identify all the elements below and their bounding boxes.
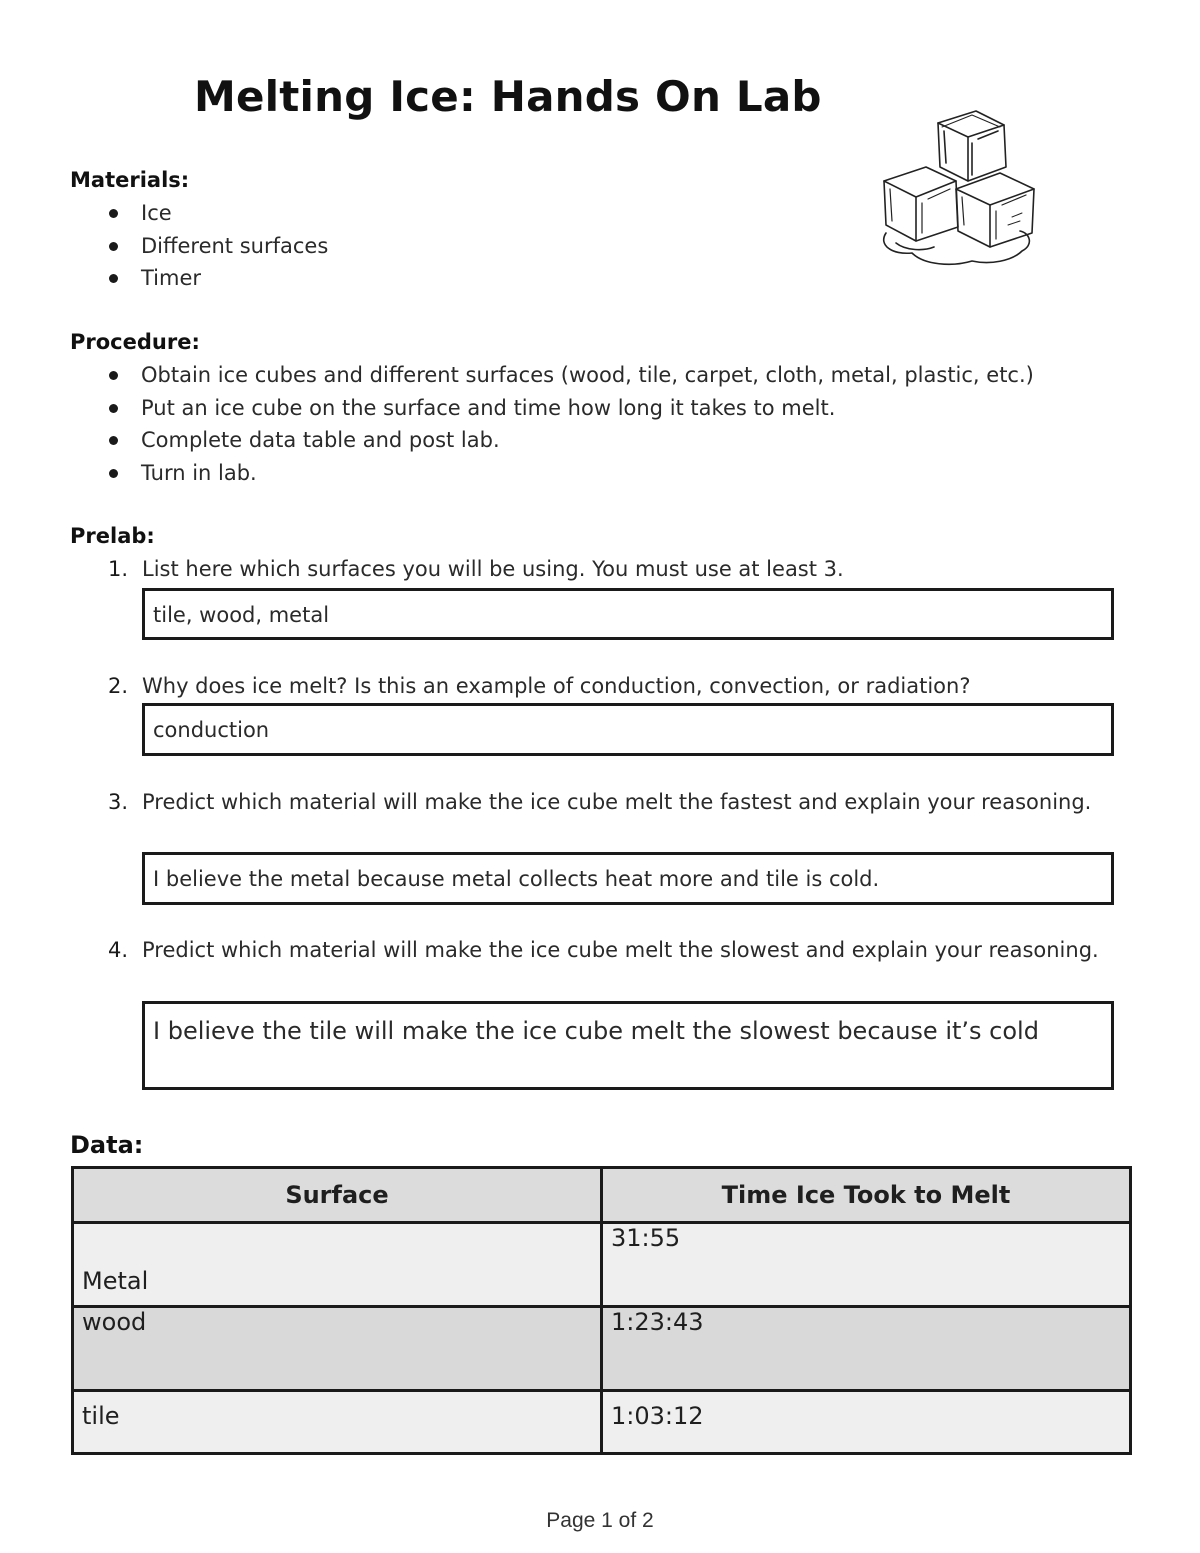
question-number: 1. <box>107 557 128 581</box>
question-number: 4. <box>107 938 128 962</box>
time-value: 1:23:43 <box>611 1308 704 1336</box>
prelab-question-4 <box>100 934 1140 967</box>
column-header-surface: Surface <box>73 1168 602 1223</box>
list-item: Turn in lab. <box>108 457 1034 490</box>
materials-list <box>108 197 328 295</box>
surface-value: wood <box>82 1308 147 1336</box>
table-row <box>73 1391 1131 1454</box>
list-item: Different surfaces <box>108 230 328 263</box>
surface-value: tile <box>82 1402 120 1430</box>
materials-heading: Materials: <box>70 168 190 192</box>
list-item: Timer <box>108 262 328 295</box>
table-cell[interactable] <box>73 1223 602 1307</box>
time-value: 31:55 <box>611 1224 681 1252</box>
answer-box-4[interactable]: I believe the tile will make the ice cube melt the slowest because it’s cold <box>142 1001 1114 1090</box>
table-cell[interactable] <box>602 1223 1131 1307</box>
answer-box-1[interactable]: tile, wood, metal <box>142 588 1114 640</box>
data-table <box>71 1166 1132 1455</box>
procedure-list <box>108 359 1034 489</box>
table-cell[interactable] <box>73 1307 602 1391</box>
prelab-question-3 <box>100 786 1140 819</box>
time-value: 1:03:12 <box>611 1402 704 1430</box>
table-row <box>73 1307 1131 1391</box>
prelab-question-1 <box>100 553 1140 586</box>
table-cell[interactable] <box>602 1391 1131 1454</box>
procedure-heading: Procedure: <box>70 330 200 354</box>
question-text: List here which surfaces you will be using. You must use at least 3. <box>142 557 844 581</box>
list-item: Put an ice cube on the surface and time how long it takes to melt. <box>108 392 1034 425</box>
prelab-heading: Prelab: <box>70 524 155 548</box>
list-item: Obtain ice cubes and different surfaces (wood, tile, carpet, cloth, metal, plastic, etc.) <box>108 359 1034 392</box>
question-text: Predict which material will make the ice cube melt the fastest and explain your reasoning. <box>142 790 1092 814</box>
prelab-question-2 <box>100 670 1140 703</box>
surface-value: Metal <box>82 1267 149 1295</box>
table-header-row <box>73 1168 1131 1223</box>
list-item: Ice <box>108 197 328 230</box>
table-row <box>73 1223 1131 1307</box>
data-heading: Data: <box>70 1131 144 1159</box>
question-text: Predict which material will make the ice cube melt the slowest and explain your reasoning. <box>142 938 1099 962</box>
column-header-time: Time Ice Took to Melt <box>602 1168 1131 1223</box>
list-item: Complete data table and post lab. <box>108 424 1034 457</box>
question-number: 3. <box>107 790 128 814</box>
ice-cubes-illustration <box>872 105 1044 271</box>
answer-box-2[interactable]: conduction <box>142 703 1114 756</box>
question-number: 2. <box>107 674 128 698</box>
page-title: Melting Ice: Hands On Lab <box>194 72 822 121</box>
question-text: Why does ice melt? Is this an example of conduction, convection, or radiation? <box>142 674 971 698</box>
answer-box-3[interactable]: I believe the metal because metal collects heat more and tile is cold. <box>142 852 1114 905</box>
table-cell[interactable] <box>73 1391 602 1454</box>
table-cell[interactable] <box>602 1307 1131 1391</box>
page-footer: Page 1 of 2 <box>546 1509 654 1532</box>
